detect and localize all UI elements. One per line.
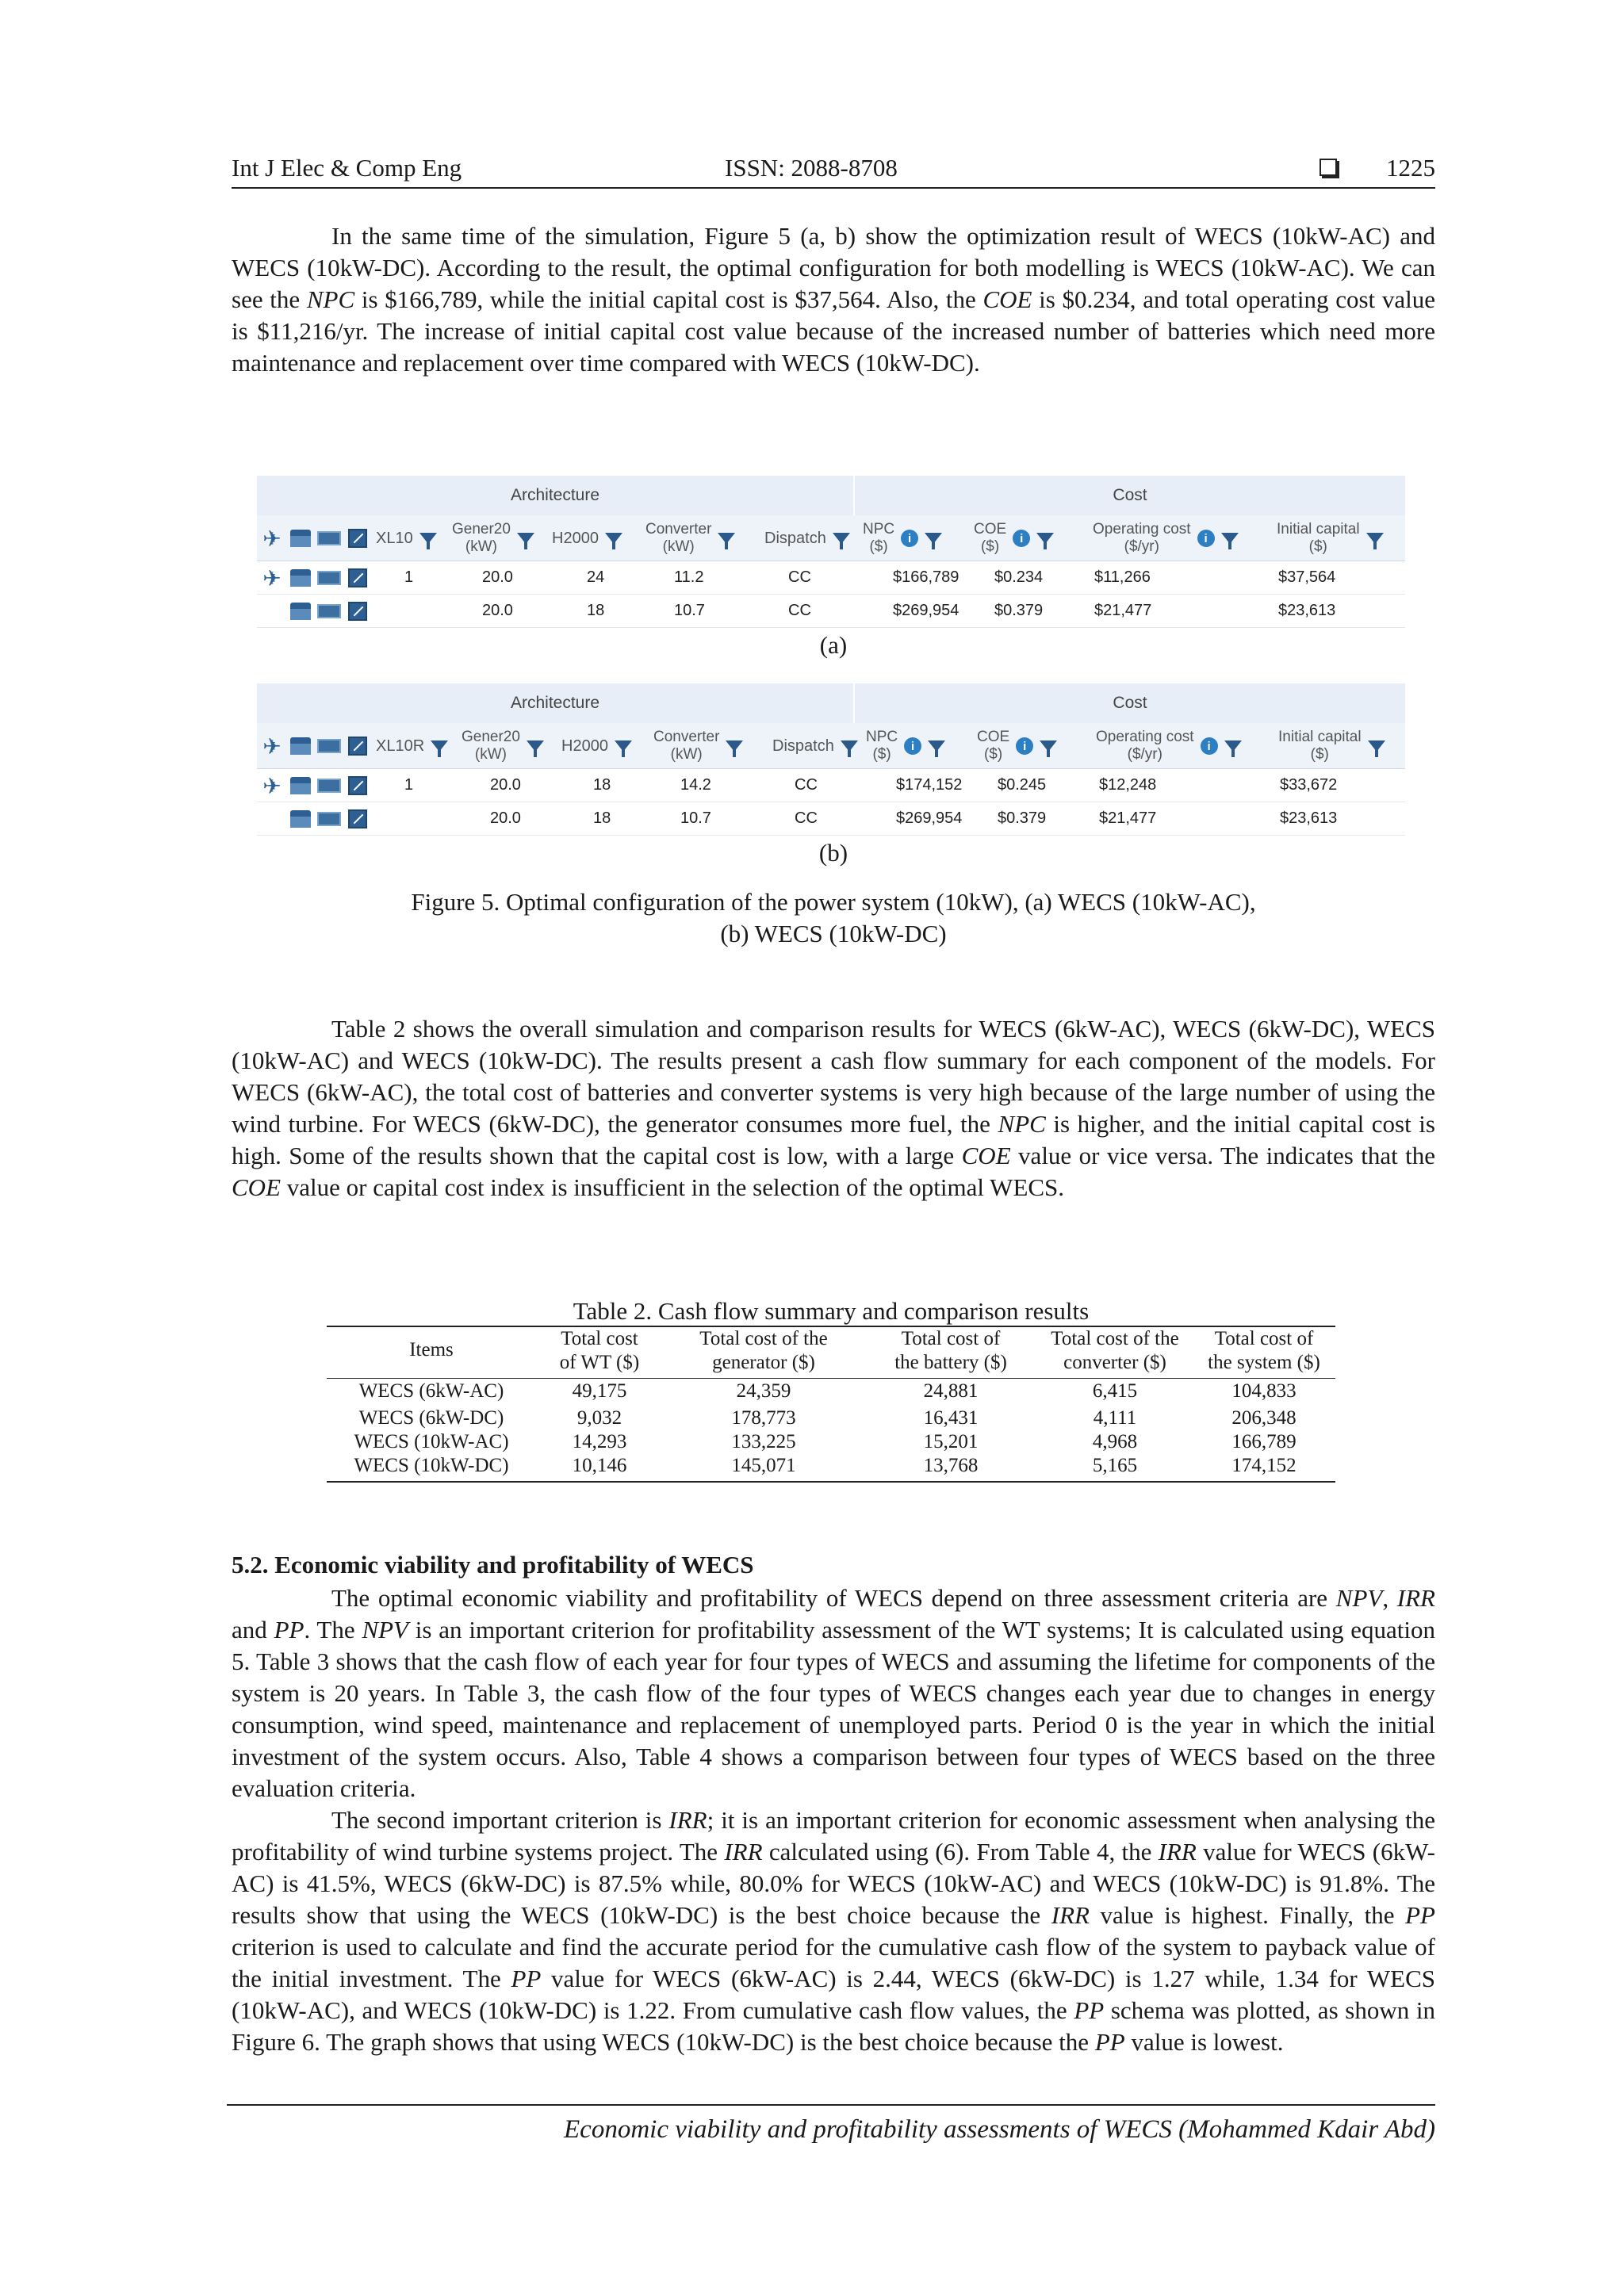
cell-converter: 4,968 bbox=[1092, 1431, 1138, 1452]
filter-icon[interactable] bbox=[1366, 533, 1384, 544]
cell-system: 104,833 bbox=[1231, 1380, 1297, 1402]
col-npc[interactable]: NPC ($) i bbox=[866, 723, 966, 769]
converter-icon bbox=[346, 808, 370, 830]
cell-converter: 4,111 bbox=[1093, 1407, 1137, 1429]
generator-icon bbox=[289, 600, 312, 622]
info-icon[interactable]: i bbox=[904, 737, 921, 755]
cell-h2000: 18 bbox=[587, 602, 605, 619]
cell-converter: 5,165 bbox=[1092, 1455, 1138, 1476]
table-mid-rule bbox=[327, 1378, 1335, 1379]
cell-h2000: 18 bbox=[593, 776, 611, 794]
generator-icon bbox=[289, 775, 312, 797]
cell-dispatch: CC bbox=[788, 568, 811, 586]
paragraph-table2-intro: Table 2 shows the overall simulation and comparison results for WECS (6kW-AC), WECS (6kW-DC), WECS (10kW-AC) and WECS (10kW-DC). The results present a cash flow summary for each component of the models. For WECS (6kW-AC), the total cost of batteries and converter systems is very high because of the large number of using the wind turbine. For WECS (6kW-DC), the generator consumes more fuel, the NPC is higher, and the initial capital cost is high. Some of the results shown that the capital cost is low, with a large COE value or vice versa. The indicates that the COE value or capital cost index is insufficient in the selection of the optimal WECS. bbox=[232, 1015, 1435, 1201]
col-operating-cost[interactable]: Operating cost ($/yr) i bbox=[1093, 515, 1269, 561]
group-header-architecture: Architecture bbox=[257, 476, 853, 515]
cell-operating-cost: $11,266 bbox=[1094, 568, 1151, 586]
col-operating-cost[interactable]: Operating cost ($/yr) i bbox=[1096, 723, 1272, 769]
table-row[interactable] bbox=[257, 595, 1405, 628]
cell-battery: 24,881 bbox=[923, 1380, 979, 1402]
column-header-row bbox=[257, 723, 1405, 769]
homer-results-grid-b bbox=[257, 683, 1405, 836]
cell-coe: $0.234 bbox=[994, 568, 1044, 586]
cell-gener20: 20.0 bbox=[482, 602, 513, 619]
filter-icon[interactable] bbox=[718, 533, 735, 544]
filter-icon[interactable] bbox=[605, 533, 622, 544]
col-converter[interactable]: Converter (kW) bbox=[645, 515, 756, 561]
cell-gener20: 20.0 bbox=[490, 809, 521, 827]
group-header-architecture: Architecture bbox=[257, 683, 853, 723]
group-header-cost: Cost bbox=[855, 683, 1405, 723]
info-icon[interactable]: i bbox=[901, 530, 918, 547]
cell-h2000: 18 bbox=[593, 809, 611, 827]
cell-generator: 24,359 bbox=[736, 1380, 791, 1402]
paragraph-irr-pp: The second important criterion is IRR; it is an important criterion for economic assessment when analysing the profitability of wind turbine systems project. The IRR calculated using (6). From Table 4, the IRR value for WECS (6kW-AC) is 41.5%, WECS (6kW-DC) is 87.5% while, 80.0% for WECS (10kW-AC) and WECS (10kW-DC) is 91.8%. The results show that using the WECS (10kW-DC) is the best choice because the IRR value is highest. Finally, the PP criterion is used to calculate and find the accurate period for the cumulative cash flow of the system to payback value of the initial investment. The PP value for WECS (6kW-AC) is 2.44, WECS (6kW-DC) is 1.27 while, 1.34 for WECS (10kW-AC), and WECS (10kW-DC) is 1.22. From cumulative cash flow values, the PP schema was plotted, as shown in Figure 6. The graph shows that using WECS (10kW-DC) is the best choice because the PP value is lowest. bbox=[232, 1806, 1435, 2056]
col-xl10r[interactable]: XL10R bbox=[376, 723, 458, 769]
wind-turbine-icon: ✈ bbox=[262, 565, 282, 591]
homer-results-grid-a bbox=[257, 476, 1405, 628]
filter-icon[interactable] bbox=[1036, 533, 1054, 544]
info-icon[interactable]: i bbox=[1016, 737, 1033, 755]
filter-icon[interactable] bbox=[833, 533, 850, 544]
row-label: WECS (6kW-DC) bbox=[358, 1407, 504, 1429]
col-h2000[interactable]: H2000 bbox=[561, 723, 649, 769]
header-system: Total cost of the system ($) bbox=[1208, 1328, 1320, 1373]
cell-npc: $269,954 bbox=[896, 809, 963, 827]
filter-icon[interactable] bbox=[517, 533, 534, 544]
battery-icon bbox=[317, 527, 341, 549]
column-header-row bbox=[257, 515, 1405, 561]
col-coe[interactable]: COE ($) i bbox=[974, 515, 1077, 561]
col-dispatch[interactable]: Dispatch bbox=[772, 723, 861, 769]
box-icon bbox=[1320, 159, 1337, 176]
cell-system: 166,789 bbox=[1231, 1431, 1297, 1452]
cell-system: 174,152 bbox=[1231, 1455, 1297, 1476]
header-generator: Total cost of the generator ($) bbox=[699, 1328, 828, 1373]
battery-icon bbox=[317, 808, 341, 830]
cell-battery: 15,201 bbox=[923, 1431, 979, 1452]
cell-battery: 13,768 bbox=[923, 1455, 979, 1476]
cell-dispatch: CC bbox=[795, 809, 818, 827]
battery-icon bbox=[317, 600, 341, 622]
cell-initial-capital: $23,613 bbox=[1280, 809, 1338, 827]
row-label: WECS (10kW-AC) bbox=[354, 1431, 509, 1452]
converter-icon bbox=[346, 735, 370, 757]
header-wt: Total cost of WT ($) bbox=[559, 1328, 640, 1373]
cell-initial-capital: $37,564 bbox=[1278, 568, 1336, 586]
cell-wt: 14,293 bbox=[572, 1431, 627, 1452]
page-number: 1225 bbox=[1386, 154, 1435, 182]
table-row[interactable] bbox=[257, 769, 1405, 802]
filter-icon[interactable] bbox=[615, 740, 632, 752]
cell-generator: 178,773 bbox=[731, 1407, 796, 1429]
generator-icon bbox=[289, 567, 312, 589]
cell-gener20: 20.0 bbox=[490, 776, 521, 794]
row-label: WECS (10kW-DC) bbox=[354, 1455, 509, 1476]
cell-converter: 10.7 bbox=[674, 602, 705, 619]
cell-converter: 11.2 bbox=[674, 568, 704, 586]
battery-icon bbox=[317, 735, 341, 757]
cell-initial-capital: $33,672 bbox=[1280, 776, 1338, 794]
cell-wt: 49,175 bbox=[572, 1380, 627, 1402]
wind-turbine-icon: ✈ bbox=[262, 526, 282, 551]
cell-xl10r: 1 bbox=[404, 776, 414, 794]
col-dispatch[interactable]: Dispatch bbox=[764, 515, 853, 561]
cell-battery: 16,431 bbox=[923, 1407, 979, 1429]
filter-icon[interactable] bbox=[1040, 740, 1057, 752]
col-initial-capital[interactable]: Initial capital ($) bbox=[1278, 723, 1405, 769]
cell-generator: 133,225 bbox=[731, 1431, 796, 1452]
paragraph-figure5-intro: In the same time of the simulation, Figure 5 (a, b) show the optimization result of WECS (10kW-AC) and WECS (10kW-DC). According to the result, the optimal configuration for both modelling is WECS (10kW-AC). We can see the NPC is $166,789, while the initial capital cost is $37,564. Also, the COE is $0.234, and total operating cost value is $11,216/yr. The increase of initial capital cost value because of the increased number of batteries which need more maintenance and replacement over time compared with WECS (10kW-DC). bbox=[232, 222, 1435, 377]
battery-icon bbox=[317, 775, 341, 797]
filter-icon[interactable] bbox=[925, 533, 942, 544]
cell-h2000: 24 bbox=[587, 568, 605, 586]
header-converter: Total cost of the converter ($) bbox=[1051, 1328, 1179, 1373]
filter-icon[interactable] bbox=[1221, 533, 1239, 544]
figure-caption: Figure 5. Optimal configuration of the power system (10kW), (a) WECS (10kW-AC), (b) WECS (10kW-DC) bbox=[411, 888, 1256, 947]
table-bottom-rule bbox=[327, 1481, 1335, 1483]
cell-wt: 9,032 bbox=[576, 1407, 622, 1429]
filter-icon[interactable] bbox=[928, 740, 945, 752]
running-header bbox=[232, 151, 1435, 189]
header-battery: Total cost of the battery ($) bbox=[894, 1328, 1007, 1373]
cell-system: 206,348 bbox=[1231, 1407, 1297, 1429]
generator-icon bbox=[289, 808, 312, 830]
section-heading: 5.2. Economic viability and profitability of WECS bbox=[232, 1551, 754, 1578]
paragraph-npv: The optimal economic viability and profitability of WECS depend on three assessment criteria are NPV, IRR and PP. The NPV is an important criterion for profitability assessment of the WT systems; It is calculated using equation 5. Table 3 shows that the cash flow of each year for four types of WECS and assuming the lifetime for components of the system is 20 years. In Table 3, the cash flow of the four types of WECS changes each year due to changes in energy consumption, wind speed, maintenance and replacement of unemployed parts. Period 0 is the year in which the initial investment of the system occurs. Also, Table 4 shows a comparison between four types of WECS based on the three evaluation criteria. bbox=[232, 1584, 1435, 1802]
filter-icon[interactable] bbox=[1224, 740, 1242, 752]
cell-gener20: 20.0 bbox=[482, 568, 513, 586]
col-xl10[interactable]: XL10 bbox=[376, 515, 449, 561]
cash-flow-table bbox=[327, 1326, 1335, 1492]
running-footer bbox=[227, 2104, 1435, 2144]
cell-generator: 145,071 bbox=[731, 1455, 796, 1476]
filter-icon[interactable] bbox=[841, 740, 858, 752]
col-gener20[interactable]: Gener20 (kW) bbox=[452, 515, 546, 561]
info-icon[interactable]: i bbox=[1201, 737, 1218, 755]
group-header-cost: Cost bbox=[855, 476, 1405, 515]
cell-operating-cost: $21,477 bbox=[1094, 602, 1152, 619]
generator-icon bbox=[289, 527, 312, 549]
table-title: Table 2. Cash flow summary and comparison results bbox=[573, 1297, 1090, 1325]
cell-operating-cost: $12,248 bbox=[1099, 776, 1157, 794]
cell-npc: $174,152 bbox=[896, 776, 963, 794]
cell-operating-cost: $21,477 bbox=[1099, 809, 1157, 827]
converter-icon bbox=[346, 527, 370, 549]
cell-coe: $0.245 bbox=[998, 776, 1047, 794]
header-items: Items bbox=[409, 1339, 454, 1360]
filter-icon[interactable] bbox=[419, 533, 437, 544]
filter-icon[interactable] bbox=[431, 740, 448, 752]
cell-converter: 10.7 bbox=[680, 809, 711, 827]
col-npc[interactable]: NPC ($) i bbox=[863, 515, 963, 561]
journal-name: Int J Elec & Comp Eng bbox=[232, 154, 462, 182]
col-initial-capital[interactable]: Initial capital ($) bbox=[1277, 515, 1404, 561]
row-label: WECS (6kW-AC) bbox=[358, 1380, 504, 1402]
wind-turbine-icon: ✈ bbox=[262, 773, 282, 798]
filter-icon[interactable] bbox=[726, 740, 743, 752]
cell-dispatch: CC bbox=[795, 776, 818, 794]
converter-icon bbox=[346, 567, 370, 589]
cell-converter: 14.2 bbox=[680, 776, 711, 794]
cell-coe: $0.379 bbox=[994, 602, 1044, 619]
generator-icon bbox=[289, 735, 312, 757]
cell-converter: 6,415 bbox=[1092, 1380, 1138, 1402]
issn: ISSN: 2088-8708 bbox=[725, 154, 898, 182]
col-converter[interactable]: Converter (kW) bbox=[653, 723, 764, 769]
table-row[interactable] bbox=[257, 561, 1405, 595]
col-gener20[interactable]: Gener20 (kW) bbox=[462, 723, 555, 769]
cell-dispatch: CC bbox=[788, 602, 811, 619]
col-coe[interactable]: COE ($) i bbox=[977, 723, 1080, 769]
cell-initial-capital: $23,613 bbox=[1278, 602, 1336, 619]
cell-wt: 10,146 bbox=[572, 1455, 627, 1476]
cell-npc: $166,789 bbox=[893, 568, 959, 586]
info-icon[interactable]: i bbox=[1197, 530, 1215, 547]
filter-icon[interactable] bbox=[1368, 740, 1385, 752]
subfigure-label-a: (a) bbox=[819, 631, 848, 659]
col-h2000[interactable]: H2000 bbox=[552, 515, 639, 561]
subfigure-label-b: (b) bbox=[818, 839, 848, 867]
table-row[interactable] bbox=[257, 802, 1405, 836]
cell-xl10: 1 bbox=[404, 568, 414, 586]
cell-npc: $269,954 bbox=[893, 602, 959, 619]
filter-icon[interactable] bbox=[527, 740, 544, 752]
wind-turbine-icon: ✈ bbox=[262, 733, 282, 759]
converter-icon bbox=[346, 775, 370, 797]
footer-title: Economic viability and profitability assessments of WECS (Mohammed Kdair Abd) bbox=[564, 2115, 1435, 2144]
battery-icon bbox=[317, 567, 341, 589]
converter-icon bbox=[346, 600, 370, 622]
info-icon[interactable]: i bbox=[1013, 530, 1030, 547]
cell-coe: $0.379 bbox=[998, 809, 1047, 827]
